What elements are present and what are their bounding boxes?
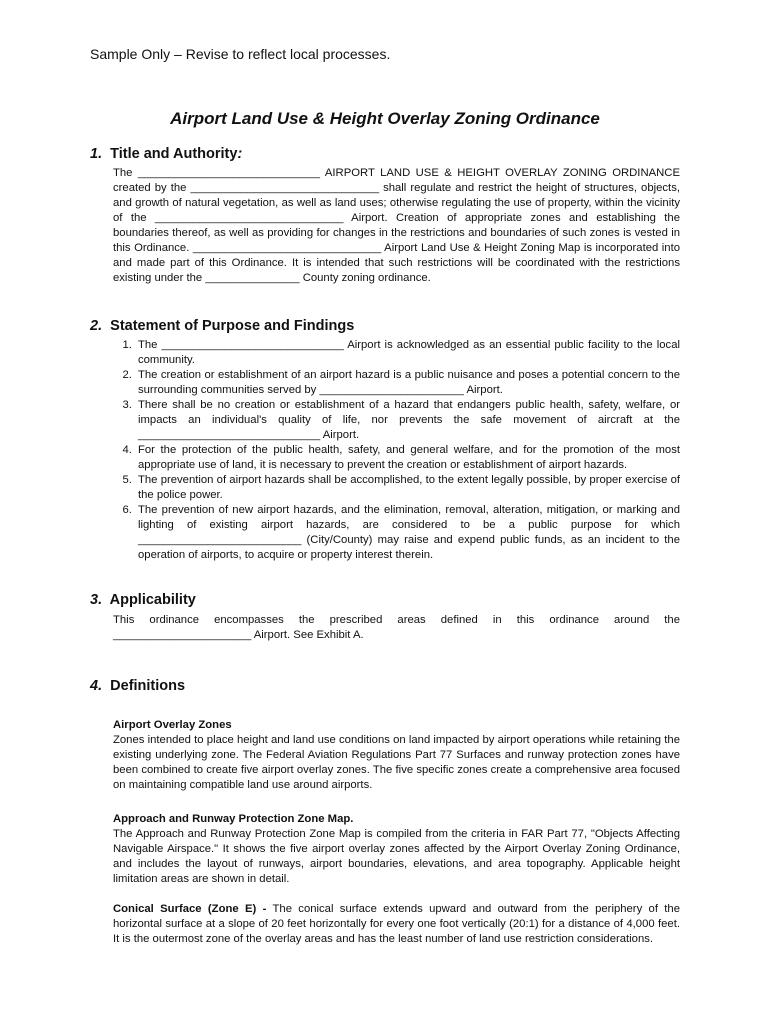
section-3-paragraph: This ordinance encompasses the prescribed areas defined in this ordinance around the ______________________ Airport. See Exhibit A. xyxy=(113,614,680,641)
section-4-heading xyxy=(90,678,185,694)
definition-term: Conical Surface (Zone E) - xyxy=(113,903,267,915)
definition-approach-map xyxy=(113,812,680,887)
definition-paragraph xyxy=(113,902,680,947)
list-item: 3. There shall be no creation or establishment of a hazard that endangers public health, safety, welfare, or impacts an individual's quality of life, nor prevents the safe movement of aircraft at the _____________________________ Airport. xyxy=(135,398,680,443)
definition-airport-overlay-zones xyxy=(113,718,680,793)
definition-text: The Approach and Runway Protection Zone Map is compiled from the criteria in FAR Part 77, "Objects Affecting Navigable Airspace." It shows the five airport overlay zones affected by the Airport Overlay Zoning Ordinance, and includes the layout of runways, airport boundaries, elevations, and area topography. Applicable height limitation areas are shown in detail. xyxy=(113,828,680,885)
section-4-number: 4. xyxy=(90,678,103,694)
definition-conical-surface xyxy=(113,902,680,947)
section-3-heading xyxy=(90,592,196,608)
section-2-heading xyxy=(90,318,354,334)
list-item: 6. The prevention of new airport hazards, and the elimination, removal, alteration, mitigation, or marking and lighting of existing airport hazards, are considered to be a public purpose for which __________________________ (City/County) may raise and expend public funds, as an incident to the operation of airports, to acquire or property interest therein. xyxy=(135,503,680,563)
list-item: 1. The _____________________________ Airport is acknowledged as an essential public facility to the local community. xyxy=(135,338,680,368)
section-1-title: Title and Authority xyxy=(110,146,238,162)
section-4-title: Definitions xyxy=(110,678,186,694)
section-3-title: Applicability xyxy=(109,592,196,608)
list-item: 2. The creation or establishment of an airport hazard is a public nuisance and poses a potential concern to the surrounding communities served by _______________________ Airport. xyxy=(135,368,680,398)
section-1-colon: : xyxy=(237,146,243,162)
list-item: 5. The prevention of airport hazards shall be accomplished, to the extent legally possible, by proper exercise of the police power. xyxy=(135,473,680,503)
section-2-list xyxy=(113,338,680,563)
definition-term: Approach and Runway Protection Zone Map. xyxy=(113,813,354,825)
section-1-paragraph: The _____________________________ AIRPORT LAND USE & HEIGHT OVERLAY ZONING ORDINANCE created by the ______________________________ shall regulate and restrict the height of structures, objects, and growth of natural vegetation, as well as land uses; otherwise regulating the use of property, within the vicinity of the ______________________________ Airport. Creation of appropriate zones and establishing the boundaries thereof, as well as providing for changes in the restrictions and boundaries of such zones is vested in this Ordinance. ______________________________ Airport Land Use & Height Zoning Map is incorporated into and made part of this Ordinance. It is intended that such restrictions will be coordinated with the restrictions existing under the _______________ County zoning ordinance. xyxy=(113,167,680,284)
definition-text: The conical surface extends upward and outward from the periphery of the horizontal surface at a slope of 20 feet horizontally for every one foot vertically (20:1) for a distance of 4,000 feet. It is the outermost zone of the overlay areas and has the least number of land use restriction considerations. xyxy=(113,903,680,945)
section-3-body xyxy=(113,613,680,643)
sample-note: Sample Only – Revise to reflect local processes. xyxy=(90,46,391,62)
list-item: 4. For the protection of the public health, safety, and general welfare, and for the promotion of the most appropriate use of land, it is necessary to prevent the creation or establishment of airport hazards. xyxy=(135,443,680,473)
section-2-number: 2. xyxy=(90,318,103,334)
section-1-number: 1. xyxy=(90,146,103,162)
section-1-body xyxy=(113,166,680,286)
section-1-heading xyxy=(90,146,242,162)
section-2-title: Statement of Purpose and Findings xyxy=(110,318,355,334)
definition-term: Airport Overlay Zones xyxy=(113,719,232,731)
section-3-number: 3. xyxy=(90,592,103,608)
document-title: Airport Land Use & Height Overlay Zoning Ordinance xyxy=(170,109,600,128)
definition-text: Zones intended to place height and land use conditions on land impacted by airport operations while retaining the existing underlying zone. The Federal Aviation Regulations Part 77 Surfaces and runway protection zones have been combined to create five airport overlay zones. The five specific zones create a comprehensive area focused on maintaining compatible land use around airports. xyxy=(113,734,680,791)
